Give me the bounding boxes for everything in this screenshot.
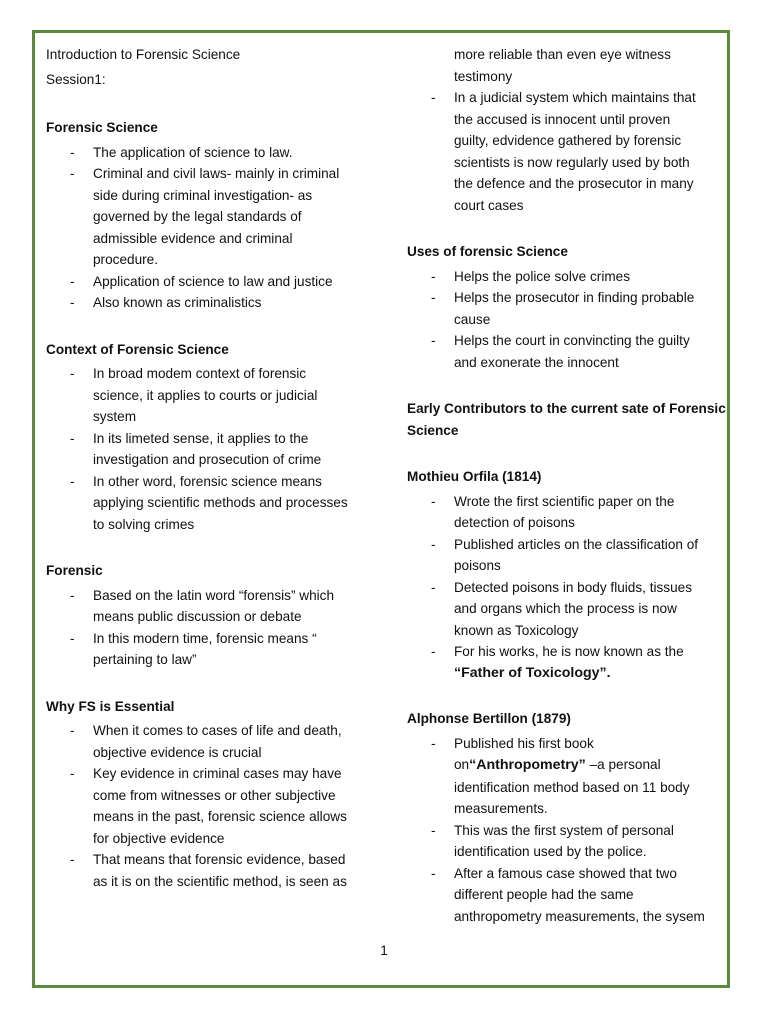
list-item	[407, 577, 727, 642]
left-column	[46, 44, 366, 892]
heading-forensic: Forensic	[46, 563, 103, 578]
list-forensic	[46, 585, 366, 671]
text-line: - After a famous case showed that two	[454, 865, 677, 881]
text-line: - Based on the latin word “forensis” which	[93, 587, 335, 603]
text-line: identification used by the police.	[454, 844, 647, 859]
text-line: applying scientific methods and processes	[93, 495, 348, 510]
text-line: - In its limeted sense, it applies to the	[93, 430, 309, 446]
list-item	[46, 471, 366, 536]
text-line: and organs which the process is now	[454, 601, 677, 616]
text-line: guilty, edvidence gathered by forensic	[454, 133, 682, 148]
text-line: - Application of science to law and justice	[93, 273, 333, 289]
heading-line: Science	[407, 422, 459, 438]
continuation-text	[407, 44, 727, 87]
text-line: - Criminal and civil laws- mainly in criminal	[93, 166, 340, 181]
text-line: - When it comes to cases of life and death,	[93, 723, 342, 738]
list-item	[46, 628, 366, 671]
session-label: Session1:	[46, 71, 106, 87]
heading-line: Early Contributors to the current sate of Forensic	[407, 401, 726, 416]
heading-early-contributors	[407, 398, 727, 441]
list-item	[46, 271, 366, 293]
right-column	[407, 44, 727, 927]
heading-uses: Uses of forensic Science	[407, 244, 568, 259]
heading-forensic-science: Forensic Science	[46, 120, 158, 135]
list-item	[46, 763, 366, 849]
list-item	[46, 292, 366, 314]
text-line: means in the past, forensic science allows	[93, 809, 347, 824]
list-item	[407, 820, 727, 863]
list-item	[407, 44, 727, 87]
text-line: governed by the legal standards of	[93, 209, 302, 224]
text-line: come from witnesses or other subjective	[93, 787, 336, 803]
text-line: science, it applies to courts or judicial	[93, 387, 318, 403]
list-item	[46, 142, 366, 164]
text-line: pertaining to law”	[93, 652, 197, 667]
list-item	[407, 863, 727, 928]
list-orfila	[407, 491, 727, 685]
book-description: –a personal	[585, 757, 661, 772]
list-item	[46, 585, 366, 628]
anthropometry-title: “Anthropometry”	[469, 757, 586, 773]
text-line	[454, 754, 727, 777]
text-line: - In a judicial system which maintains that	[454, 90, 696, 105]
list-item	[46, 163, 366, 271]
text-line: testimony	[454, 68, 513, 84]
text-line: - The application of science to law.	[93, 144, 293, 160]
text-line: and exonerate the innocent	[454, 354, 619, 370]
text-line: more reliable than even eye witness	[454, 47, 671, 62]
list-item	[407, 641, 727, 684]
list-item	[46, 849, 366, 892]
text-line: system	[93, 409, 137, 424]
text-line: - Published his first book	[454, 735, 594, 751]
text-line: admissible evidence and criminal	[93, 230, 293, 246]
text-line: poisons	[454, 558, 501, 573]
text-line: for objective evidence	[93, 830, 225, 846]
text-line: - Helps the police solve crimes	[454, 268, 631, 284]
text-line: court cases	[454, 197, 524, 213]
text-line: as it is on the scientific method, is seen as	[93, 873, 347, 889]
text-line: objective evidence is crucial	[93, 744, 262, 760]
text-line: - Helps the court in convincting the guilty	[454, 333, 690, 348]
text-line: - Also known as criminalistics	[93, 295, 262, 310]
text-line: - Published articles on the classification of	[454, 536, 699, 552]
list-item	[407, 287, 727, 330]
list-item	[407, 87, 727, 216]
heading-bertillon: Alphonse Bertillon (1879)	[407, 711, 571, 726]
text-line: - Key evidence in criminal cases may have	[93, 766, 342, 781]
text-line: the defence and the prosecutor in many	[454, 176, 694, 191]
text-line: - Helps the prosecutor in finding probable	[454, 290, 695, 305]
text-line: - That means that forensic evidence, based	[93, 852, 346, 867]
text-line: - For his works, he is now known as the	[454, 644, 684, 659]
text-line: anthropometry measurements, the sysem	[454, 908, 705, 924]
text-line: - Wrote the first scientific paper on the	[454, 493, 675, 509]
text-line: identification method based on 11 body	[454, 779, 690, 795]
list-uses	[407, 266, 727, 374]
text-line: detection of poisons	[454, 515, 575, 530]
list-bertillon	[407, 733, 727, 928]
list-why-fs	[46, 720, 366, 892]
text-line: cause	[454, 311, 491, 327]
text-line: side during criminal investigation- as	[93, 187, 313, 203]
text-line: the accused is innocent until proven	[454, 111, 671, 127]
on-prefix: on	[454, 757, 470, 772]
text-line: - Detected poisons in body fluids, tissues	[454, 579, 693, 595]
list-forensic-science	[46, 142, 366, 314]
text-line: procedure.	[93, 252, 158, 267]
list-item	[407, 733, 727, 820]
text-line: means public discussion or debate	[93, 609, 302, 624]
text-line: known as Toxicology	[454, 622, 579, 638]
text-line: - In other word, forensic science means	[93, 473, 322, 489]
list-judicial	[407, 87, 727, 216]
text-line: - In this modern time, forensic means “	[93, 630, 317, 646]
list-item	[46, 428, 366, 471]
list-item	[407, 534, 727, 577]
text-line: - This was the first system of personal	[454, 822, 674, 838]
text-line: investigation and prosecution of crime	[93, 452, 322, 467]
list-item	[407, 330, 727, 373]
text-line: measurements.	[454, 801, 548, 816]
list-item	[407, 266, 727, 288]
list-context	[46, 363, 366, 535]
text-line: to solving crimes	[93, 516, 195, 532]
text-line: - In broad modem context of forensic	[93, 366, 307, 381]
father-of-toxicology: “Father of Toxicology”.	[454, 664, 611, 681]
heading-why-fs: Why FS is Essential	[46, 698, 175, 714]
list-item	[46, 720, 366, 763]
text-line: scientists is now regularly used by both	[454, 154, 690, 170]
page-number: 1	[380, 943, 388, 958]
heading-orfila: Mothieu Orfila (1814)	[407, 469, 542, 484]
text-line: different people had the same	[454, 887, 634, 902]
heading-context: Context of Forensic Science	[46, 341, 229, 357]
document-title: Introduction to Forensic Science	[46, 47, 241, 62]
list-item	[407, 491, 727, 534]
list-item	[46, 363, 366, 428]
